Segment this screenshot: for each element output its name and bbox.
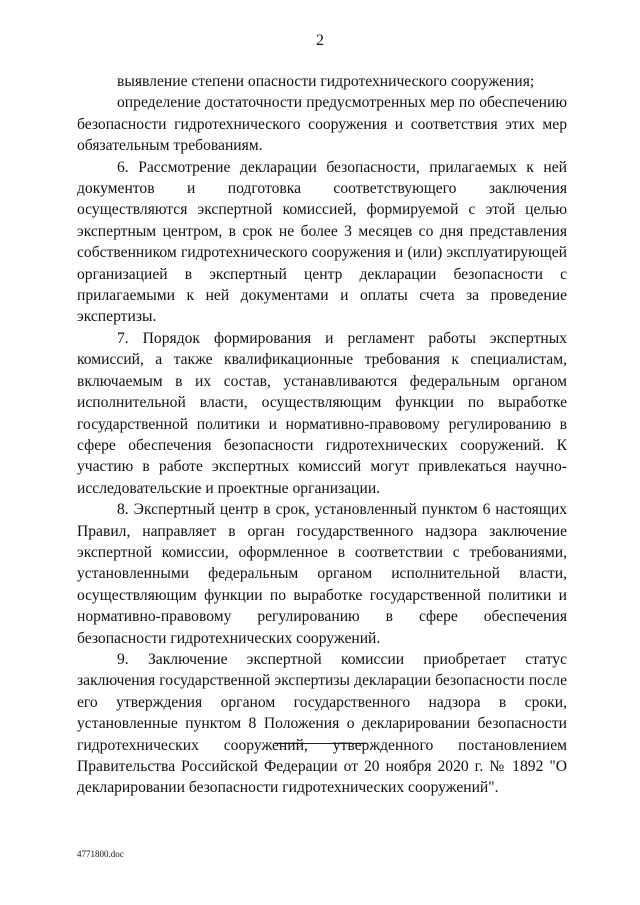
paragraph-hazard-degree: выявление степени опасности гидротехнического сооружения;: [117, 73, 535, 90]
document-file-code: 4771800.doc: [77, 849, 124, 859]
paragraph-item-6: 6. Рассмотрение декларации безопасности, прилагаемых к ней документов и подготовка соответствующего заключения осуществляются экспертной комиссией, формируемой с этой целью экспертным центром, в срок не более 3 месяцев со дня представления собственником гидротехнического сооружения и (или) эксплуатирующей организацией в экспертный центр декларации безопасности с прилагаемыми к ней документами и оплаты счета за проведение экспертизы.: [77, 158, 567, 326]
end-separator-line: [275, 743, 366, 744]
paragraph-measures-sufficiency: определение достаточности предусмотренных мер по обеспечению безопасности гидротехнического сооружения и соответствия этих мер обязательным требованиям.: [77, 94, 567, 155]
paragraph-item-7: 7. Порядок формирования и регламент работы экспертных комиссий, а также квалификационные требования к специалистам, включаемым в их состав, устанавливаются федеральным органом исполнительной власти, осуществляющим функции по выработке государственной политики и нормативно-правовому регулированию в сфере обеспечения безопасности гидротехнических сооружений. К участию в работе экспертных комиссий могут привлекаться научно-исследовательские и проектные организации.: [77, 329, 567, 497]
paragraph-item-8: 8. Экспертный центр в срок, установленный пунктом 6 настоящих Правил, направляет в орган государственного надзора заключение экспертной комиссии, оформленное в соответствии с требованиями, установленными федеральным органом исполнительной власти, осуществляющим функции по выработке государственной политики и нормативно-правовому регулированию в сфере обеспечения безопасности гидротехнических сооружений.: [77, 501, 567, 647]
document-body: [77, 71, 567, 799]
paragraph-item-9: 9. Заключение экспертной комиссии приобретает статус заключения государственной экспертизы декларации безопасности после его утверждения органом государственного надзора в сроки, установленные пунктом 8 Положения о декларировании безопасности гидротехнических сооружений, утвержденного постановлением Правительства Российской Федерации от 20 ноября 2020 г. № 1892 "О декларировании безопасности гидротехнических сооружений".: [77, 650, 567, 797]
page-number: 2: [316, 32, 324, 49]
